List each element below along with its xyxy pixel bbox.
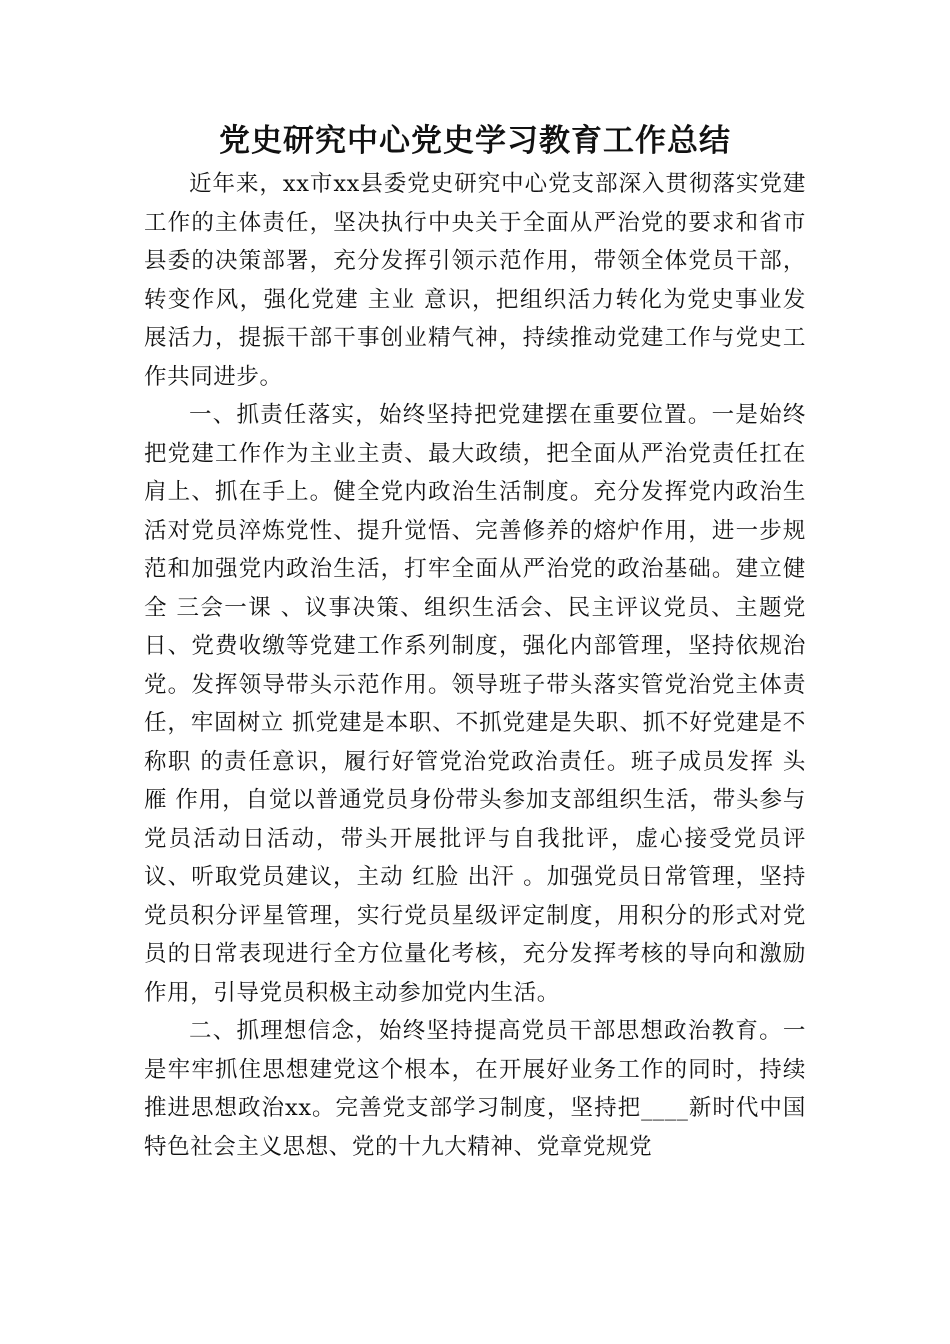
paragraph-intro: 近年来，xx市xx县委党史研究中心党支部深入贯彻落实党建工作的主体责任，坚决执行中央关于全面从严治党的要求和省市县委的决策部署，充分发挥引领示范作用，带领全体党员干部，转变作风，强化党建 主业 意识，把组织活力转化为党史事业发展活力，提振干部干事创业精气神，持续推动党建工作与党史工作共同进步。	[144, 171, 806, 390]
paragraph-section-one: 一、抓责任落实，始终坚持把党建摆在重要位置。一是始终把党建工作作为主业主责、最大政绩，把全面从严治党责任扛在肩上、抓在手上。健全党内政治生活制度。充分发挥党内政治生活对党员淬炼党性、提升觉悟、完善修养的熔炉作用，进一步规范和加强党内政治生活，打牢全面从严治党的政治基础。建立健全 三会一课 、议事决策、组织生活会、民主评议党员、主题党日、党费收缴等党建工作系列制度，强化内部管理，坚持依规治党。发挥领导带头示范作用。领导班子带头落实管党治党主体责任，牢固树立 抓党建是本职、不抓党建是失职、抓不好党建是不称职 的责任意识，履行好管党治党政治责任。班子成员发挥 头雁 作用，自觉以普通党员身份带头参加支部组织生活，带头参与党员活动日活动，带头开展批评与自我批评，虚心接受党员评议、听取党员建议，主动 红脸 出汗 。加强党员日常管理，坚持党员积分评星管理，实行党员星级评定制度，用积分的形式对党员的日常表现进行全方位量化考核，充分发挥考核的导向和激励作用，引导党员积极主动参加党内生活。	[144, 402, 806, 1006]
document-title: 党史研究中心党史学习教育工作总结	[219, 123, 731, 159]
paragraph-section-two: 二、抓理想信念，始终坚持提高党员干部思想政治教育。一是牢牢抓住思想建党这个根本，在开展好业务工作的同时，持续推进思想政治xx。完善党支部学习制度，坚持把____新时代中国特色社会主义思想、党的十九大精神、党章党规党	[144, 1018, 806, 1160]
document-body	[144, 165, 806, 1166]
